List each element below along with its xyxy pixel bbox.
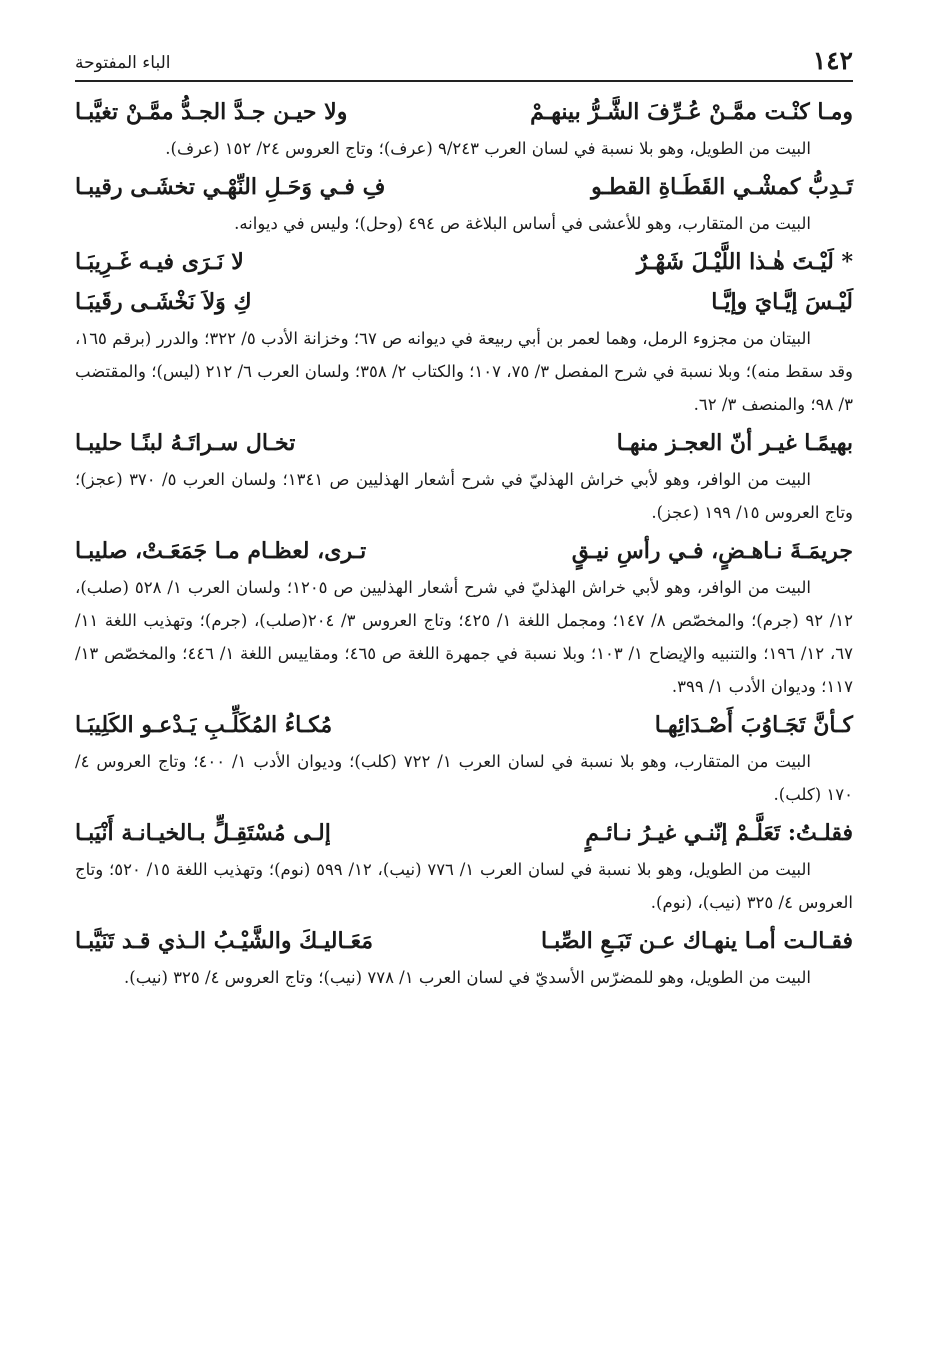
verse-first-hemistich: * لَيْـتَ هٰـذا اللَّيْـلَ شَهْـرٌ — [636, 249, 853, 275]
verse-entry — [75, 92, 853, 165]
verse-commentary: البيت من المتقارب، وهو بلا نسبة في لسان العرب ١/ ٧٢٢ (كلب)؛ وديوان الأدب ١/ ٤٠٠؛ وتاج العروس ٤/ ١٧٠ (كلب). — [75, 752, 853, 804]
verse-first-hemistich: ومـا كنْـت ممَّـنْ عُـرِّفَ الشَّـرُّ بينهـمْ — [530, 99, 853, 125]
running-title: الباء المفتوحة — [75, 53, 171, 73]
verse-second-hemistich: لا نَـرَى فيـه غَـرِيبَـا — [75, 249, 244, 275]
verse-first-hemistich: فقـالـت أمـا ينهـاك عـن تَبَـعِ الصِّبـا — [541, 928, 853, 954]
page-header — [75, 44, 853, 82]
verse-entry — [75, 242, 853, 421]
verse-line — [75, 167, 853, 207]
verse-line — [75, 705, 853, 745]
verse-entry — [75, 813, 853, 919]
verse-second-hemistich: تـرى، لعظـام مـا جَمَعَـتْ، صليبـا — [75, 538, 367, 564]
verse-first-hemistich: لَيْـسَ إيَّـايَ وإيَّـا — [711, 289, 853, 315]
verse-commentary: البيت من الطويل، وهو بلا نسبة في لسان العرب ١/ ٧٧٦ (نيب)، ١٢/ ٥٩٩ (نوم)؛ وتهذيب اللغة ١٥/ ٥٢٠؛ وتاج العروس ٤/ ٣٢٥ (نيب)، (نوم). — [75, 860, 853, 912]
verse-entry — [75, 705, 853, 811]
verse-line — [75, 242, 853, 282]
verse-entry — [75, 921, 853, 994]
verse-line — [75, 813, 853, 853]
verse-second-hemistich: تخـال سـراتَـهُ لبنًـا حليبـا — [75, 430, 296, 456]
verse-line — [75, 423, 853, 463]
book-page — [75, 44, 853, 996]
verse-line — [75, 92, 853, 132]
verse-line — [75, 921, 853, 961]
verse-first-hemistich: جريمَـةَ نـاهـضٍ، فـي رأسِ نيـقٍ — [571, 538, 853, 564]
verse-commentary: البيت من المتقارب، وهو للأعشى في أساس البلاغة ص ٤٩٤ (وحل)؛ وليس في ديوانه. — [234, 214, 811, 233]
page-number: ١٤٢ — [812, 46, 853, 75]
verse-second-hemistich: مُكـاءُ المُكَلِّـبِ يَـدْعـو الكَلِيبَـا — [75, 712, 333, 738]
verse-line — [75, 531, 853, 571]
verse-second-hemistich: كِ وَلاَ نَخْشَـى رقَيبَـا — [75, 289, 252, 315]
verse-entry — [75, 423, 853, 529]
verse-commentary: البيتان من مجزوء الرمل، وهما لعمر بن أبي ربيعة في ديوانه ص ٦٧؛ وخزانة الأدب ٥/ ٣٢٢؛ والدرر (برقم ١٦٥، وقد سقط منه)؛ وبلا نسبة في شرح المفصل ٣/ ٧٥، ١٠٧؛ والكتاب ٢/ ٣٥٨؛ ولسان العرب ٦/ ٢١٢ (ليس)؛ والمقتضب ٣/ ٩٨؛ والمنصف ٣/ ٦٢. — [75, 329, 853, 414]
verse-first-hemistich: بهيمًـا غيـر أنّ العجـز منهـا — [616, 430, 853, 456]
verse-second-hemistich: ولا حيـن جـدَّ الجـدُّ ممَّـنْ تغيَّبـا — [75, 99, 348, 125]
verse-first-hemistich: فقلـتُ: تَعَلَّـمْ إنّنـي غيـرُ نـائـمٍ — [585, 820, 853, 846]
verse-entry — [75, 167, 853, 240]
verse-second-hemistich: فِ فـي وَحَـلِ النِّهْـي تخشَـى رقيبـا — [75, 174, 386, 200]
verse-commentary: البيت من الطويل، وهو بلا نسبة في لسان العرب ٩/٢٤٣ (عرف)؛ وتاج العروس ٢٤/ ١٥٢ (عرف). — [165, 139, 811, 158]
verse-line — [75, 282, 853, 322]
verse-entry — [75, 531, 853, 703]
verse-second-hemistich: مَعَـاليـكَ والشَّيْـبُ الـذي قـد تَنَيَّبـا — [75, 928, 373, 954]
verse-first-hemistich: تَـدِبُّ كمشْـي القَطَـاةِ القطـو — [591, 174, 853, 200]
verse-commentary: البيت من الوافر، وهو لأبي خراش الهذليّ في شرح أشعار الهذليين ص ١٢٠٥؛ ولسان العرب ١/ ٥٢٨ (صلب)، ١٢/ ٩٢ (جرم)؛ والمخصّص ٨/ ١٤٧؛ ومجمل اللغة ١/ ٤٢٥؛ وتاج العروس ٣/ ٢٠٤(صلب)، (جرم)؛ وتهذيب اللغة ١١/ ٦٧، ١٢/ ١٩٦؛ والتنبيه والإيضاح ١/ ١٠٣؛ وبلا نسبة في جمهرة اللغة ص ٤٦٥؛ ومقاييس اللغة ١/ ٤٤٦؛ والمخصّص ١٣/ ١١٧؛ وديوان الأدب ١/ ٣٩٩. — [75, 578, 854, 696]
verse-commentary: البيت من الطويل، وهو للمضرّس الأسديّ في لسان العرب ١/ ٧٧٨ (نيب)؛ وتاج العروس ٤/ ٣٢٥ (نيب). — [124, 968, 811, 987]
verse-second-hemistich: إلـى مُسْتَقِـلٍّ بـالخيـانـة أَنْيَبـا — [75, 820, 331, 846]
verse-first-hemistich: كـأنَّ تَجَـاوُبَ أَصْـدَائِهـا — [654, 712, 853, 738]
verse-commentary: البيت من الوافر، وهو لأبي خراش الهذليّ في شرح أشعار الهذليين ص ١٣٤١؛ ولسان العرب ٥/ ٣٧٠ (عجز)؛ وتاج العروس ١٥/ ١٩٩ (عجز). — [75, 470, 853, 522]
